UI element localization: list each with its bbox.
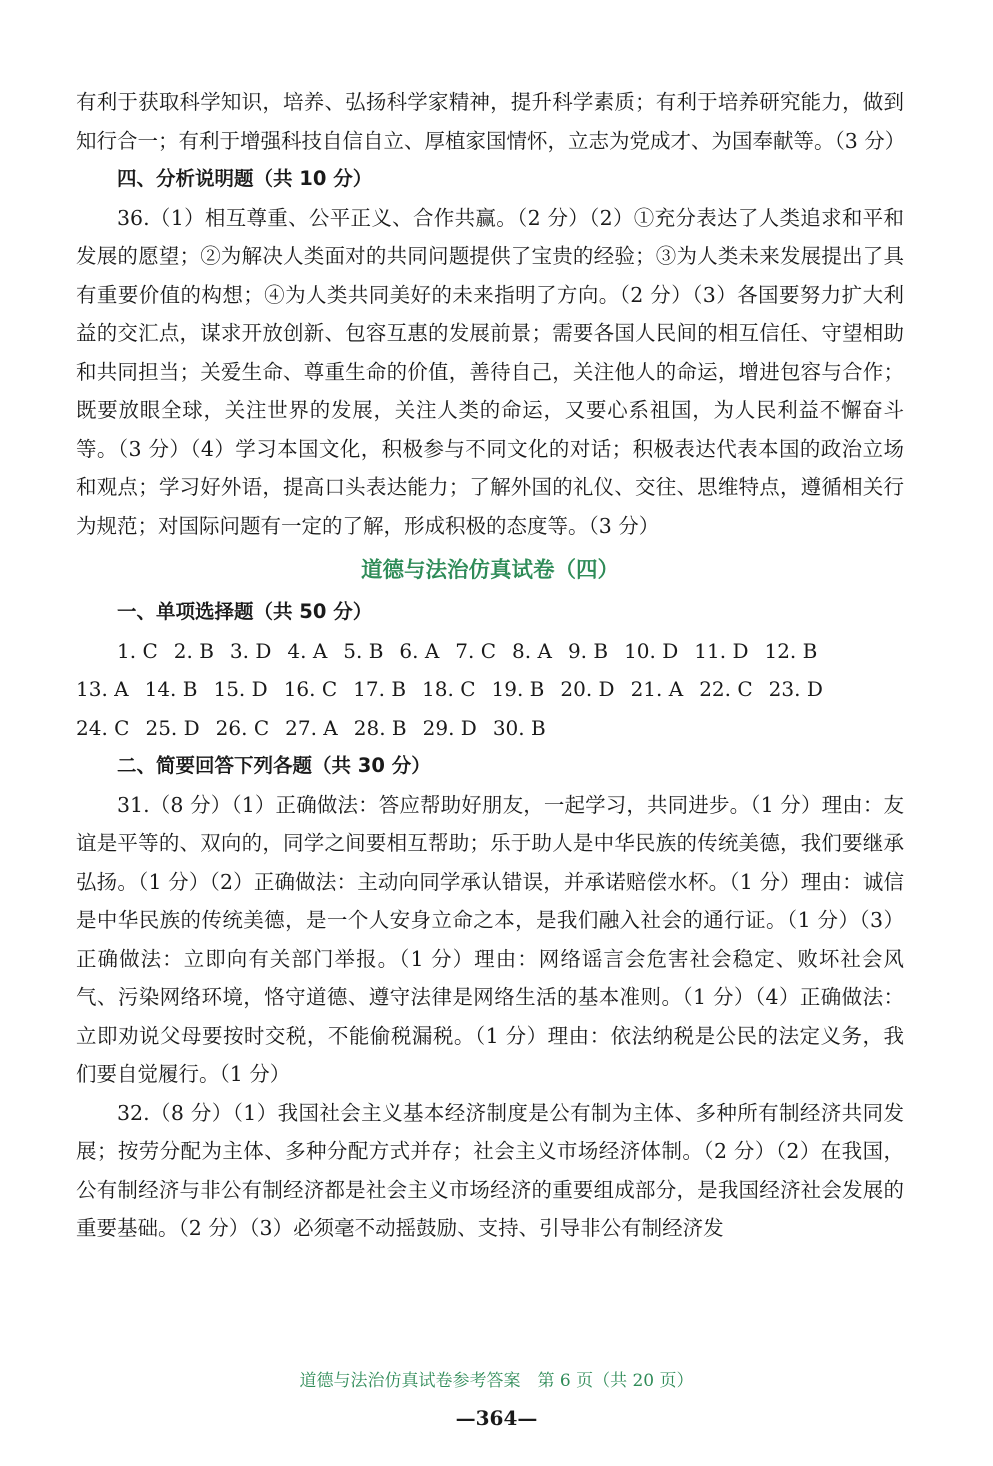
answer-row-1 (76, 632, 904, 671)
answer-item: 1. C (117, 638, 158, 663)
answer-item: 14. B (144, 677, 198, 701)
answer-item: 13. A (76, 677, 129, 701)
answer-item: 24. C (76, 715, 130, 740)
page-number: —364— (455, 1406, 538, 1430)
heading-single-choice: 一、单项选择题（共 50 分） (117, 600, 373, 623)
answer-item: 5. B (343, 638, 384, 663)
page-footer: 道德与法治仿真试卷参考答案 第 6 页（共 20 页） (299, 1371, 694, 1391)
answer-row-3 (76, 709, 904, 748)
answer-item: 8. A (512, 638, 552, 663)
answer-item: 11. D (694, 638, 749, 663)
answer-item: 3. D (229, 638, 272, 663)
document-body (76, 83, 904, 1248)
answer-32: 32.（8 分）（1）我国社会主义基本经济制度是公有制为主体、多种所有制经济共同发展；按劳分配为主体、多种分配方式并存；社会主义市场经济体制。（2 分）（2）在我国，公有制经济与非公有制经济都是社会主义市场经济的重要组成部分，是我国经济社会发展的重要基础。（2 分）（3）必须毫不动摇鼓励、支持、引导非公有制经济发 (76, 1100, 904, 1240)
answer-item: 15. D (213, 677, 268, 701)
answer-item: 20. D (560, 677, 615, 701)
heading-analysis: 四、分析说明题（共 10 分） (117, 167, 373, 190)
answer-item: 29. D (422, 715, 477, 740)
answer-item: 18. C (422, 677, 476, 701)
answer-item: 22. C (699, 677, 753, 701)
answer-31: 31.（8 分）（1）正确做法：答应帮助好朋友，一起学习，共同进步。（1 分）理由：友谊是平等的、双向的，同学之间要相互帮助；乐于助人是中华民族的传统美德，我们要继承弘扬。（1 分）（2）正确做法：主动向同学承认错误，并承诺赔偿水杯。（1 分）理由：诚信是中华民族的传统美德，是一个人安身立命之本，是我们融入社会的通行证。（1 分）（3）正确做法：立即向有关部门举报。（1 分）理由：网络谣言会危害社会稳定、败坏社会风气、污染网络环境，恪守道德、遵守法律是网络生活的基本准则。（1 分）（4）正确做法：立即劝说父母要按时交税，不能偷税漏税。（1 分）理由：依法纳税是公民的法定义务，我们要自觉履行。（1 分） (76, 792, 904, 1086)
paragraph-continued: 有利于获取科学知识，培养、弘扬科学家精神，提升科学素质；有利于培养研究能力，做到知行合一；有利于增强科技自信自立、厚植家国情怀，立志为党成才、为国奉献等。（3 分） (76, 90, 906, 153)
answer-item: 16. C (283, 677, 338, 701)
answer-item: 26. C (215, 715, 270, 740)
choice-answers (76, 632, 904, 748)
answer-36: 36.（1）相互尊重、公平正义、合作共赢。（2 分）（2）①充分表达了人类追求和平和发展的愿望；②为解决人类面对的共同问题提供了宝贵的经验；③为人类未来发展提出了具有重要价值的构想；④为人类共同美好的未来指明了方向。（2 分）（3）各国要努力扩大利益的交汇点，谋求开放创新、包容互惠的发展前景；需要各国人民间的相互信任、守望相助和共同担当；关爱生命、尊重生命的价值，善待自己，关注他人的命运，增进包容与合作；既要放眼全球，关注世界的发展，关注人类的命运，又要心系祖国，为人民利益不懈奋斗等。（3 分）（4）学习本国文化，积极参与不同文化的对话；积极表达代表本国的政治立场和观点；学习好外语，提高口头表达能力；了解外国的礼仪、交往、思维特点，遵循相关行为规范；对国际问题有一定的了解，形成积极的态度等。（3 分） (76, 205, 904, 538)
answer-row-2 (76, 670, 904, 709)
answer-item: 6. A (399, 638, 440, 663)
answer-item: 27. A (285, 715, 338, 740)
answer-item: 10. D (624, 638, 679, 663)
answer-item: 2. B (173, 638, 214, 663)
answer-item: 9. B (567, 638, 609, 663)
answer-item: 12. B (764, 638, 818, 663)
heading-short-answer: 二、简要回答下列各题（共 30 分） (117, 754, 431, 777)
answer-item: 4. A (287, 638, 328, 663)
answer-item: 28. B (353, 715, 407, 740)
answer-item: 19. B (491, 677, 545, 701)
answer-item: 25. D (145, 715, 200, 740)
answer-item: 23. D (768, 677, 823, 701)
answer-item: 7. C (455, 638, 497, 663)
answer-item: 30. B (492, 715, 546, 740)
answer-item: 21. A (630, 677, 684, 701)
section-title: 道德与法治仿真试卷（四） (360, 558, 619, 583)
answer-item: 17. B (353, 677, 407, 701)
